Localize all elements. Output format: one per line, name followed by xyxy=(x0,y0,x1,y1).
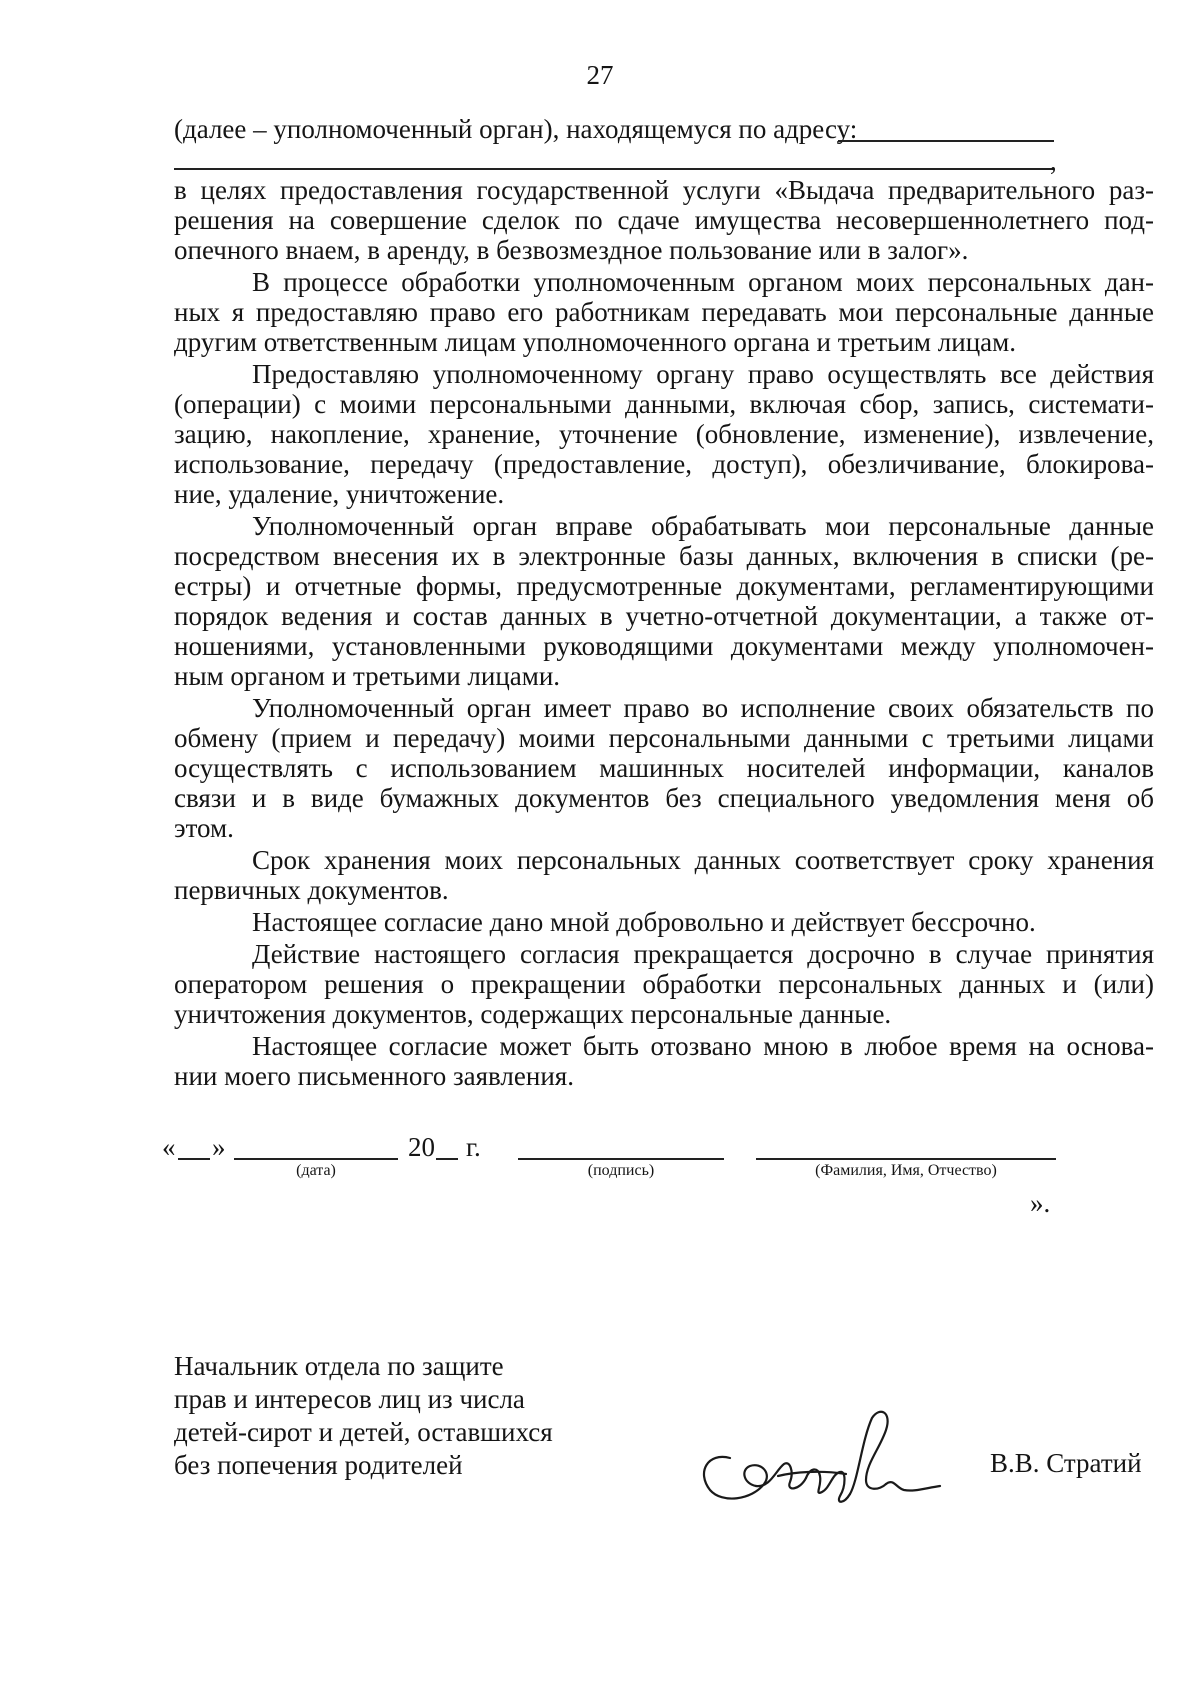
date-caption: (дата) xyxy=(296,1162,336,1179)
handwritten-signature xyxy=(690,1400,950,1520)
body-line: зацию, накопление, хранение, уточнение (обновление, изменение), извлечение, xyxy=(174,419,1154,449)
body-line: в целях предоставления государственной услуги «Выдача предварительного раз- xyxy=(174,175,1154,205)
body-line: использование, передачу (предоставление, доступ), обезличивание, блокирова- xyxy=(174,449,1154,479)
signature-caption: (подпись) xyxy=(587,1162,655,1179)
year-blank-line xyxy=(436,1158,458,1160)
body-line: Действие настоящего согласия прекращается досрочно в случае принятия xyxy=(252,939,1154,969)
body-line: ным органом и третьими лицами. xyxy=(174,661,561,691)
day-blank-line xyxy=(178,1158,210,1160)
body-line: Настоящее согласие дано мной добровольно и действует бессрочно. xyxy=(252,907,1036,937)
body-line: нии моего письменного заявления. xyxy=(174,1061,574,1091)
day-quote-close: » xyxy=(212,1132,226,1162)
body-line: естры) и отчетные формы, предусмотренные документами, регламентирующими xyxy=(174,571,1154,601)
body-line: Предоставляю уполномоченному органу право осуществлять все действия xyxy=(252,359,1154,389)
body-line: опечного внаем, в аренду, в безвозмездное пользование или в залог». xyxy=(174,235,969,265)
page-number: 27 xyxy=(586,60,614,90)
body-line: этом. xyxy=(174,813,234,843)
body-line: решения на совершение сделок по сдаче имущества несовершеннолетнего под- xyxy=(174,205,1154,235)
body-line: осуществлять с использованием машинных носителей информации, каналов xyxy=(174,753,1154,783)
body-line: Срок хранения моих персональных данных соответствует сроку хранения xyxy=(252,845,1154,875)
body-line: Уполномоченный орган вправе обрабатывать мои персональные данные xyxy=(252,511,1154,541)
year-prefix: 20 xyxy=(408,1132,435,1162)
body-line: ных я предоставляю право его работникам передавать мои персональные данные xyxy=(174,297,1154,327)
body-line: Настоящее согласие может быть отозвано мною в любое время на основа- xyxy=(252,1031,1154,1061)
body-line: оператором решения о прекращении обработки персональных данных и (или) xyxy=(174,969,1154,999)
address-intro-text: (далее – уполномоченный орган), находящемуся по адресу: xyxy=(174,114,858,144)
full-name-blank-line xyxy=(756,1158,1056,1160)
signature-blank-line xyxy=(518,1158,724,1160)
address-blank-line xyxy=(838,140,1054,142)
body-line: (операции) с моими персональными данными, включая сбор, запись, системати- xyxy=(174,389,1154,419)
position-line: прав и интересов лиц из числа xyxy=(174,1384,525,1414)
body-line: ние, удаление, уничтожение. xyxy=(174,479,505,509)
closing-quote: ». xyxy=(1030,1188,1051,1218)
address-continuation-line xyxy=(174,168,1054,170)
position-line: Начальник отдела по защите xyxy=(174,1351,504,1381)
body-line: Уполномоченный орган имеет право во исполнение своих обязательств по xyxy=(252,693,1154,723)
position-line: детей-сирот и детей, оставшихся xyxy=(174,1417,553,1447)
address-comma: , xyxy=(1050,146,1057,176)
body-line: первичных документов. xyxy=(174,875,449,905)
official-position xyxy=(174,1350,553,1482)
month-blank-line xyxy=(234,1158,398,1160)
full-name-caption: (Фамилия, Имя, Отчество) xyxy=(815,1162,997,1179)
body-line: порядок ведения и состав данных в учетно-отчетной документации, а также от- xyxy=(174,601,1154,631)
body-line: ношениями, установленными руководящими документами между уполномочен- xyxy=(174,631,1154,661)
day-quote-open: « xyxy=(162,1132,176,1162)
body-line: уничтожения документов, содержащих персональные данные. xyxy=(174,999,892,1029)
body-line: посредством внесения их в электронные базы данных, включения в списки (ре- xyxy=(174,541,1154,571)
body-line: другим ответственным лицам уполномоченного органа и третьим лицам. xyxy=(174,327,1016,357)
body-line: обмену (прием и передачу) моими персональными данными с третьими лицами xyxy=(174,723,1154,753)
body-line: связи и в виде бумажных документов без специального уведомления меня об xyxy=(174,783,1154,813)
year-suffix: г. xyxy=(466,1132,481,1162)
position-line: без попечения родителей xyxy=(174,1450,463,1480)
signatory-name: В.В. Стратий xyxy=(990,1448,1142,1478)
body-line: В процессе обработки уполномоченным органом моих персональных дан- xyxy=(252,267,1154,297)
